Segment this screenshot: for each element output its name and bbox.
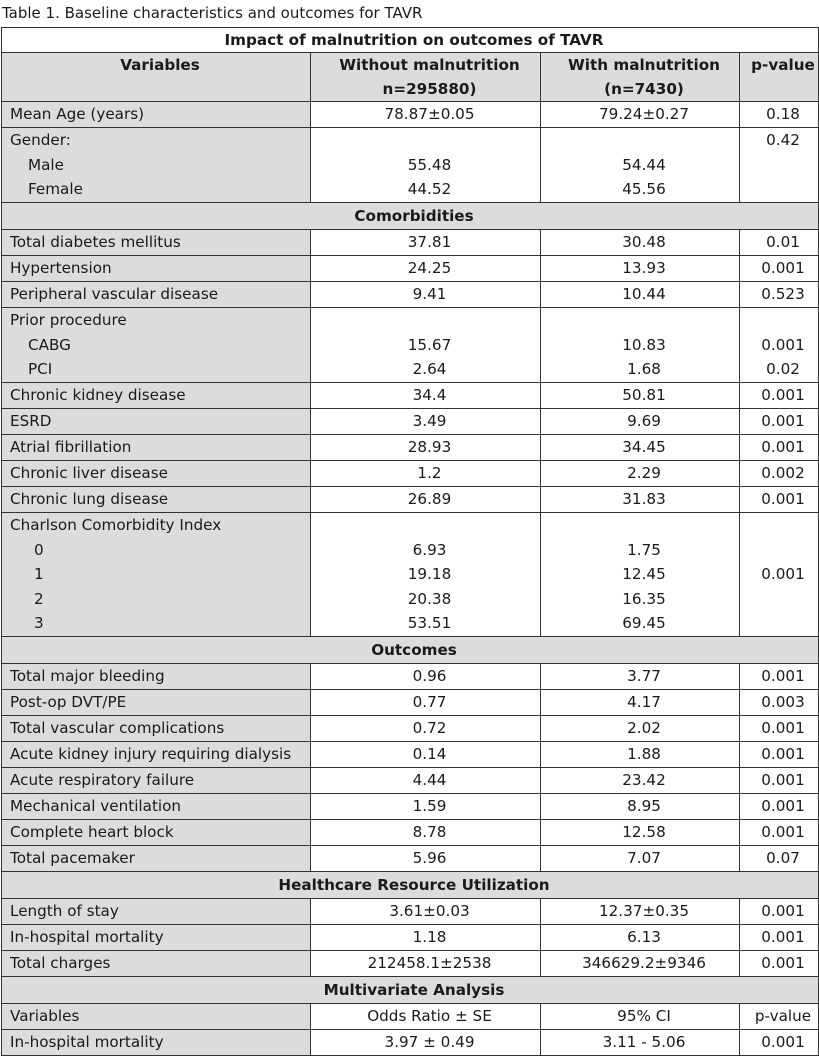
cell-with: 4.17 xyxy=(541,690,740,716)
cell-without: 26.89 xyxy=(311,487,541,513)
cell-without: 0.72 xyxy=(311,716,541,742)
cell-with: 30.48 xyxy=(541,230,740,256)
header-pvalue: p-value xyxy=(740,53,819,102)
cell-pvalue: 0.001 xyxy=(740,820,819,846)
table-row xyxy=(2,899,819,925)
cell-without: 0.14 xyxy=(311,742,541,768)
cell-pvalue: 0.001 xyxy=(740,513,819,637)
cell-without: 24.25 xyxy=(311,256,541,282)
cell-without: 1.59 xyxy=(311,794,541,820)
cell-pvalue: 0.003 xyxy=(740,690,819,716)
table-row xyxy=(2,435,819,461)
table-row xyxy=(2,383,819,409)
cell-with: 1.75 12.45 16.35 69.45 xyxy=(541,513,740,637)
row-label: Total vascular complications xyxy=(2,716,311,742)
table-row xyxy=(2,846,819,872)
row-label: Total major bleeding xyxy=(2,664,311,690)
row-label: Total charges xyxy=(2,951,311,977)
cell-odds-ratio: 3.97 ± 0.49 xyxy=(311,1030,541,1056)
cell-without: 6.93 19.18 20.38 53.51 xyxy=(311,513,541,637)
cell-without: 3.61±0.03 xyxy=(311,899,541,925)
table-row xyxy=(2,690,819,716)
cell-with: 13.93 xyxy=(541,256,740,282)
row-label: Atrial fibrillation xyxy=(2,435,311,461)
table-row xyxy=(2,1030,819,1056)
table-row xyxy=(2,925,819,951)
section-healthcare: Healthcare Resource Utilization xyxy=(2,872,819,899)
cell-odds-ratio-header: Odds Ratio ± SE xyxy=(311,1004,541,1030)
cell-without: 1.18 xyxy=(311,925,541,951)
row-label: Total pacemaker xyxy=(2,846,311,872)
row-label: Total diabetes mellitus xyxy=(2,230,311,256)
table-row xyxy=(2,768,819,794)
cell-without: 55.48 44.52 xyxy=(311,128,541,203)
row-label: Variables xyxy=(2,1004,311,1030)
cell-ci-header: 95% CI xyxy=(541,1004,740,1030)
row-label: Acute kidney injury requiring dialysis xyxy=(2,742,311,768)
outcomes-table xyxy=(1,27,819,1056)
cell-with: 8.95 xyxy=(541,794,740,820)
table-row xyxy=(2,794,819,820)
table-caption: Table 1. Baseline characteristics and outcomes for TAVR xyxy=(2,4,423,22)
cell-pvalue: 0.18 xyxy=(740,102,819,128)
cell-pvalue: 0.001 xyxy=(740,409,819,435)
cell-pvalue: 0.002 xyxy=(740,461,819,487)
cell-without: 1.2 xyxy=(311,461,541,487)
row-label: Peripheral vascular disease xyxy=(2,282,311,308)
table-row xyxy=(2,487,819,513)
cell-pvalue: 0.001 xyxy=(740,1030,819,1056)
cell-without: 78.87±0.05 xyxy=(311,102,541,128)
row-label: Complete heart block xyxy=(2,820,311,846)
cell-with: 31.83 xyxy=(541,487,740,513)
cell-pvalue: 0.001 xyxy=(740,794,819,820)
cell-pvalue: 0.001 xyxy=(740,768,819,794)
cell-pvalue: 0.001 xyxy=(740,487,819,513)
cell-without: 0.77 xyxy=(311,690,541,716)
cell-pvalue: 0.001 xyxy=(740,256,819,282)
cell-without: 15.67 2.64 xyxy=(311,308,541,383)
table-row xyxy=(2,742,819,768)
table-row xyxy=(2,951,819,977)
row-label: Post-op DVT/PE xyxy=(2,690,311,716)
cell-without: 4.44 xyxy=(311,768,541,794)
cell-pvalue: 0.01 xyxy=(740,230,819,256)
cell-with: 34.45 xyxy=(541,435,740,461)
row-label: Hypertension xyxy=(2,256,311,282)
section-outcomes: Outcomes xyxy=(2,637,819,664)
cell-without: 3.49 xyxy=(311,409,541,435)
cell-pvalue: 0.001 xyxy=(740,716,819,742)
table-row xyxy=(2,716,819,742)
cell-with: 54.44 45.56 xyxy=(541,128,740,203)
table-row xyxy=(2,409,819,435)
section-multivariate: Multivariate Analysis xyxy=(2,977,819,1004)
cell-pvalue: 0.07 xyxy=(740,846,819,872)
cell-without: 34.4 xyxy=(311,383,541,409)
cell-pvalue: 0.001 xyxy=(740,925,819,951)
table-row xyxy=(2,282,819,308)
cell-pvalue: 0.001 xyxy=(740,383,819,409)
table-row xyxy=(2,128,819,203)
cell-with: 50.81 xyxy=(541,383,740,409)
table-row xyxy=(2,256,819,282)
cell-with: 23.42 xyxy=(541,768,740,794)
cell-pvalue: 0.001 xyxy=(740,742,819,768)
table-row xyxy=(2,664,819,690)
cell-pvalue: 0.001 xyxy=(740,664,819,690)
row-label: Mechanical ventilation xyxy=(2,794,311,820)
row-label: Acute respiratory failure xyxy=(2,768,311,794)
header-row xyxy=(2,53,819,102)
header-with-malnutrition: With malnutrition (n=7430) xyxy=(541,53,740,102)
cell-with: 6.13 xyxy=(541,925,740,951)
cell-pvalue-header: p-value xyxy=(740,1004,819,1030)
row-label: Mean Age (years) xyxy=(2,102,311,128)
cell-without: 28.93 xyxy=(311,435,541,461)
header-variables: Variables xyxy=(2,53,311,102)
cell-with: 3.77 xyxy=(541,664,740,690)
row-label: Length of stay xyxy=(2,899,311,925)
row-label: ESRD xyxy=(2,409,311,435)
cell-with: 2.02 xyxy=(541,716,740,742)
row-label: Chronic lung disease xyxy=(2,487,311,513)
cell-pvalue: 0.001 0.02 xyxy=(740,308,819,383)
header-without-malnutrition: Without malnutrition n=295880) xyxy=(311,53,541,102)
table-row xyxy=(2,102,819,128)
cell-pvalue: 0.42 xyxy=(740,128,819,203)
cell-with: 12.37±0.35 xyxy=(541,899,740,925)
row-label-gender: Gender: Male Female xyxy=(2,128,311,203)
row-label: In-hospital mortality xyxy=(2,1030,311,1056)
table-title-row xyxy=(2,28,819,53)
multivariate-header-row xyxy=(2,1004,819,1030)
table-row xyxy=(2,820,819,846)
cell-with: 9.69 xyxy=(541,409,740,435)
table-title: Impact of malnutrition on outcomes of TAVR xyxy=(2,28,819,53)
table-row xyxy=(2,513,819,637)
row-label: Chronic liver disease xyxy=(2,461,311,487)
cell-with: 1.88 xyxy=(541,742,740,768)
cell-pvalue: 0.001 xyxy=(740,899,819,925)
row-label-charlson: Charlson Comorbidity Index 0 1 2 3 xyxy=(2,513,311,637)
row-label-prior-procedure: Prior procedure CABG PCI xyxy=(2,308,311,383)
cell-without: 5.96 xyxy=(311,846,541,872)
cell-with: 2.29 xyxy=(541,461,740,487)
cell-without: 0.96 xyxy=(311,664,541,690)
table-row xyxy=(2,230,819,256)
cell-with: 12.58 xyxy=(541,820,740,846)
cell-ci: 3.11 - 5.06 xyxy=(541,1030,740,1056)
row-label: In-hospital mortality xyxy=(2,925,311,951)
table-row xyxy=(2,461,819,487)
cell-with: 10.83 1.68 xyxy=(541,308,740,383)
table-row xyxy=(2,308,819,383)
row-label: Chronic kidney disease xyxy=(2,383,311,409)
cell-pvalue: 0.523 xyxy=(740,282,819,308)
cell-without: 37.81 xyxy=(311,230,541,256)
cell-pvalue: 0.001 xyxy=(740,435,819,461)
cell-with: 7.07 xyxy=(541,846,740,872)
cell-with: 346629.2±9346 xyxy=(541,951,740,977)
cell-with: 10.44 xyxy=(541,282,740,308)
cell-without: 212458.1±2538 xyxy=(311,951,541,977)
cell-pvalue: 0.001 xyxy=(740,951,819,977)
cell-with: 79.24±0.27 xyxy=(541,102,740,128)
cell-without: 9.41 xyxy=(311,282,541,308)
section-comorbidities: Comorbidities xyxy=(2,203,819,230)
cell-without: 8.78 xyxy=(311,820,541,846)
